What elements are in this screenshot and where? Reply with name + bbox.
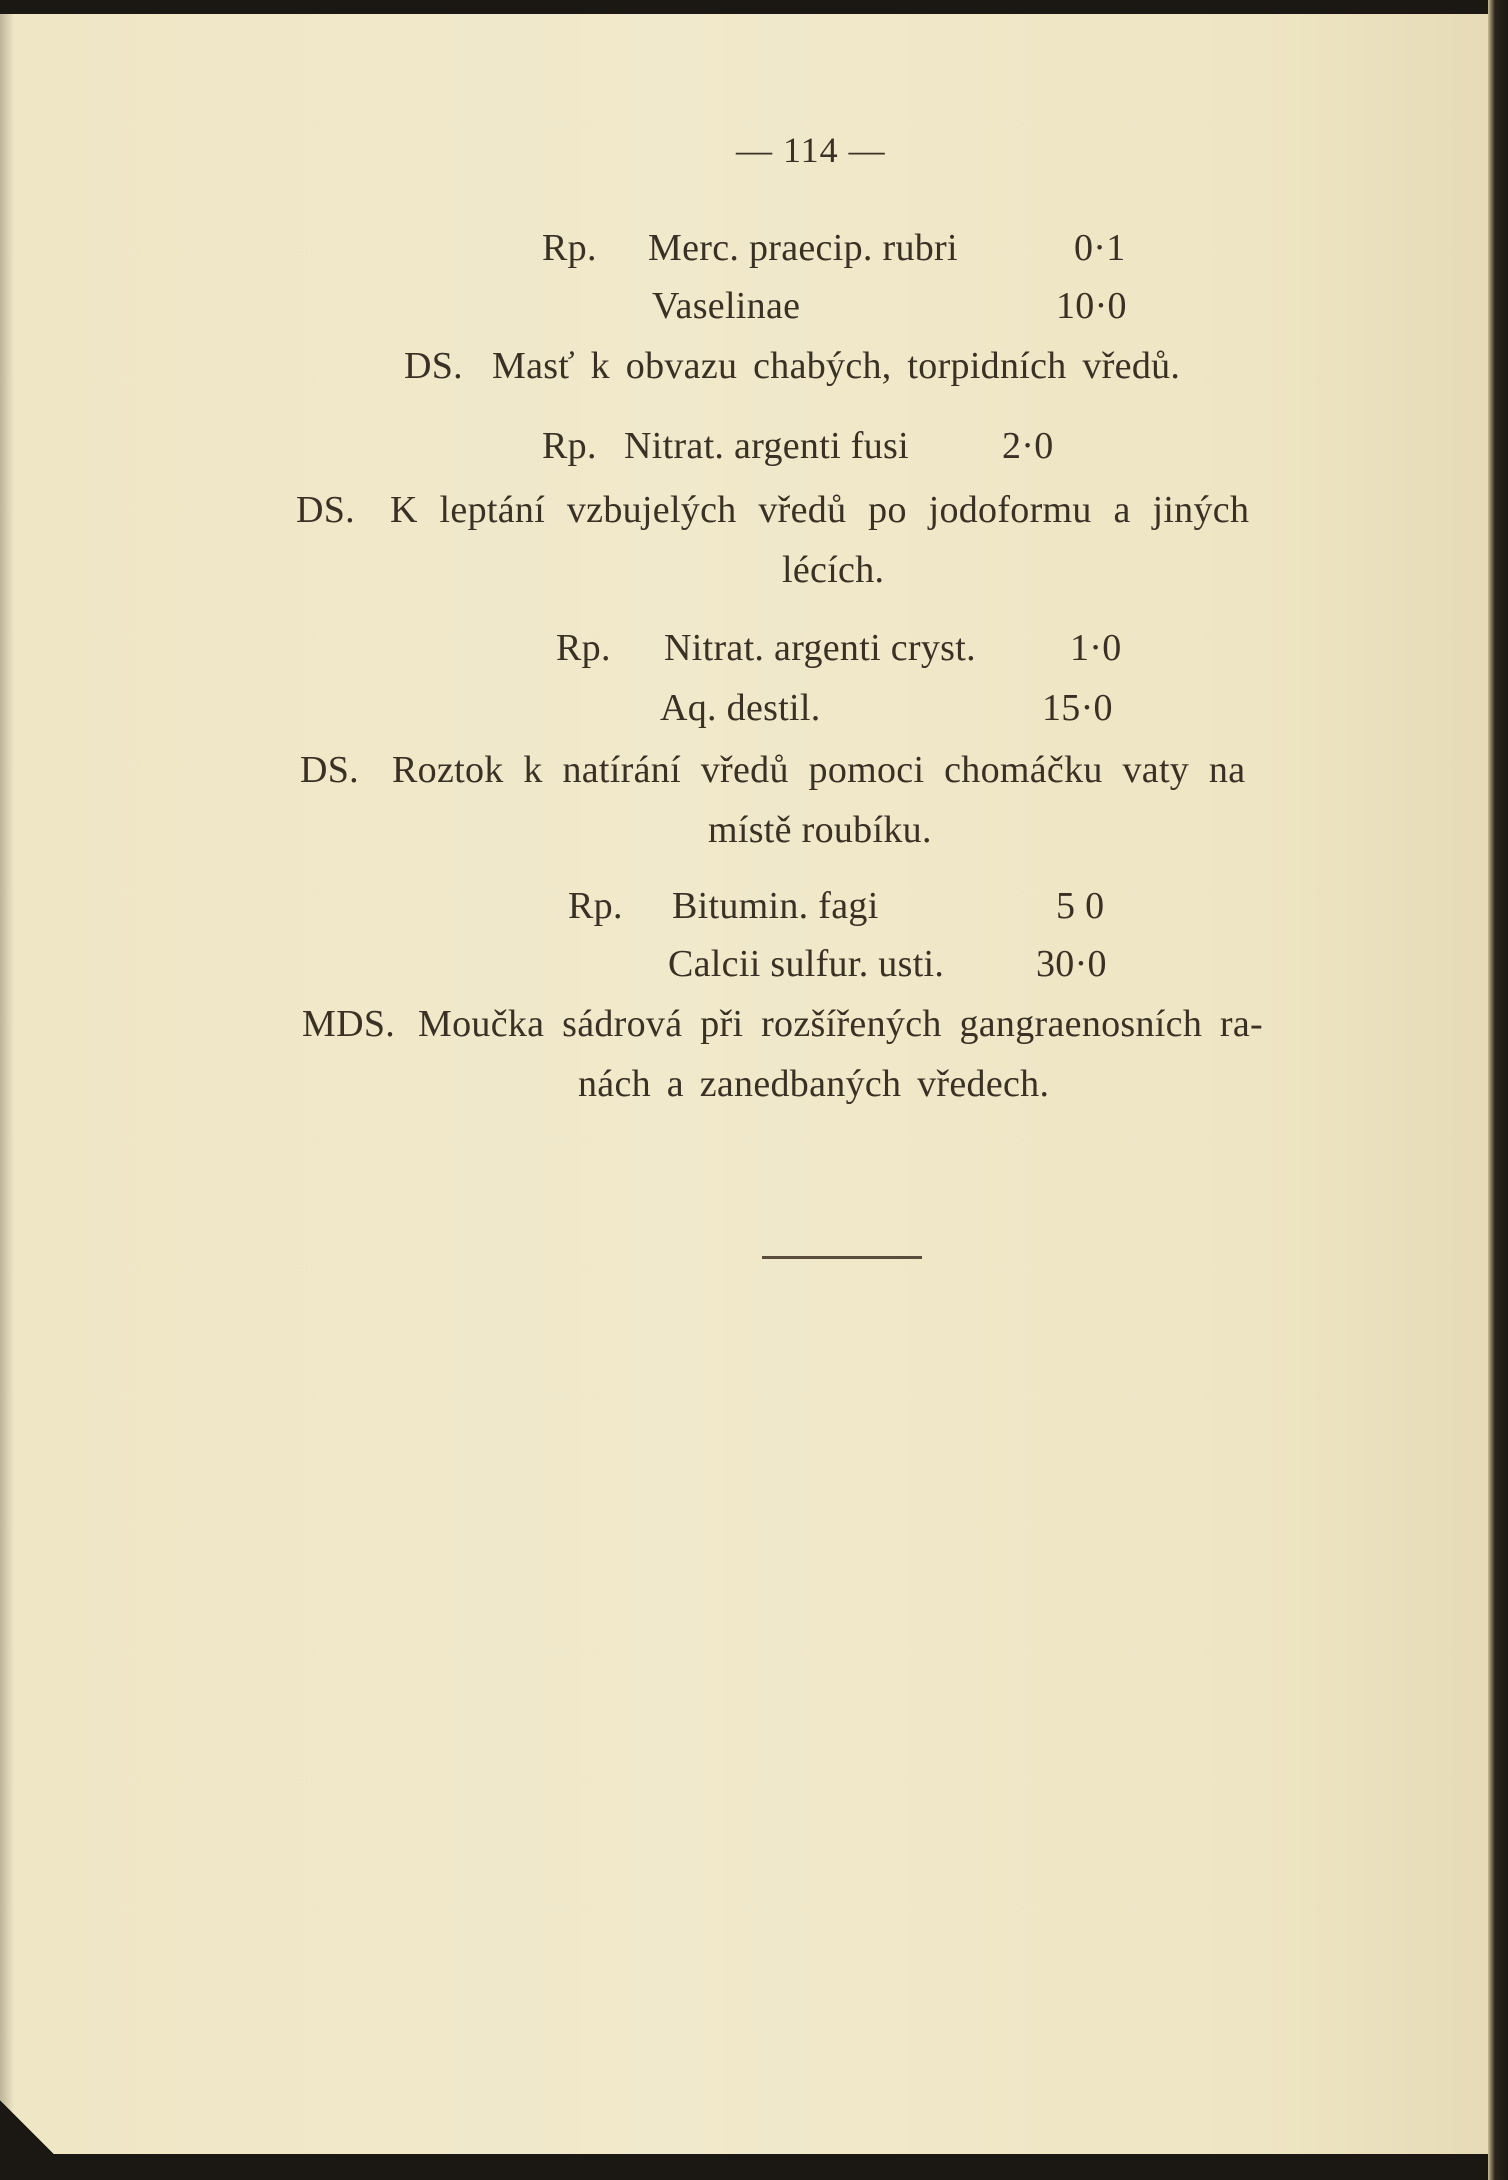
ds-instruction-line-1: Roztok k natírání vředů pomoci chomáčku vaty na — [392, 749, 1246, 791]
ingredient-name: Vaselinae — [652, 285, 801, 327]
book-page — [0, 14, 1488, 2154]
rp-label: Rp. — [542, 425, 597, 467]
rp-label: Rp. — [542, 227, 597, 269]
ingredient-name: Aq. destil. — [660, 687, 821, 729]
rp-label: Rp. — [556, 627, 611, 669]
ingredient-name: Merc. praecip. rubri — [648, 227, 958, 269]
ds-label: DS. — [300, 749, 359, 791]
ds-instruction-line-2: nách a zanedbaných vředech. — [578, 1063, 1050, 1105]
rp-label: Rp. — [568, 885, 623, 927]
ds-instruction-line-2: místě roubíku. — [708, 809, 932, 851]
ds-label: DS. — [296, 489, 355, 531]
ingredient-quantity: 2·0 — [1002, 425, 1054, 467]
ingredient-quantity: 0·1 — [1074, 227, 1126, 269]
page-number: — 114 — — [736, 130, 886, 170]
ingredient-quantity: 15·0 — [1042, 687, 1113, 729]
page-corner — [0, 2090, 70, 2180]
page-edge-shadow — [0, 14, 14, 2154]
ingredient-quantity: 10·0 — [1056, 285, 1127, 327]
ds-instruction-line-1: Moučka sádrová při rozšířených gangraenosních ra- — [418, 1003, 1263, 1045]
ds-instruction-line-1: K leptání vzbujelých vředů po jodoformu a jiných — [390, 489, 1250, 531]
book-spine — [1488, 0, 1508, 2180]
ingredient-quantity: 30·0 — [1036, 943, 1107, 985]
end-rule — [762, 1256, 922, 1259]
ds-instruction: Masť k obvazu chabých, torpidních vředů. — [492, 345, 1181, 387]
ingredient-name: Nitrat. argenti fusi — [624, 425, 909, 467]
ds-label: DS. — [404, 345, 463, 387]
ds-label: MDS. — [302, 1003, 396, 1045]
ingredient-name: Nitrat. argenti cryst. — [664, 627, 976, 669]
ingredient-quantity: 1·0 — [1070, 627, 1122, 669]
ds-instruction-line-2: lécích. — [782, 549, 885, 591]
ingredient-name: Bitumin. fagi — [672, 885, 879, 927]
ingredient-quantity: 5 0 — [1056, 885, 1105, 927]
ingredient-name: Calcii sulfur. usti. — [668, 943, 945, 985]
